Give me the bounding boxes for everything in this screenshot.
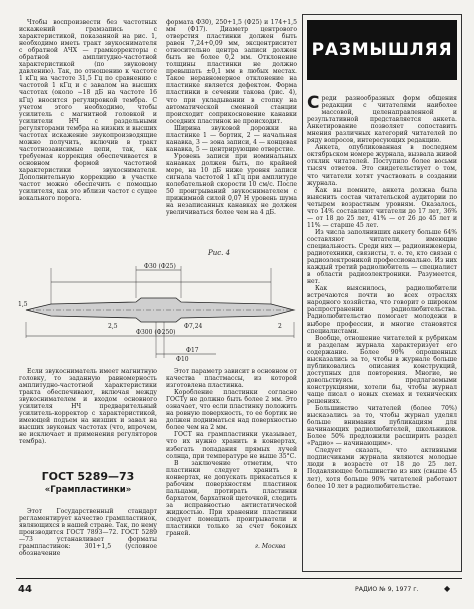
heading-standard: ГОСТ 5289—73 [41, 470, 135, 483]
footer-rule [16, 578, 462, 579]
sidebar-text [307, 95, 457, 490]
paragraph: Этот параметр зависит в основном от качества пластмассы, из которой изготовлена пластинка. [166, 368, 297, 390]
paragraph: Коробление пластинки согласно ГОСТу не должно быть более 2 мм. Это означает, что если пластинку положить на ровную поверхность, то ее бортик не должен подниматься над поверхностью более чем на 2 мм. [166, 389, 297, 432]
article-column-2-top [166, 19, 297, 216]
paragraph: Из числа заполнивших анкету больше 64% составляют читатели, имеющие специальность. Среди них — радиоинженеры, радиотехники, связисты, т. е. те, кто связан с радиоэлектроникой профессионально. Из них каждый третий радиолюбитель — специалист в области радиоэлектроники. Разумеется, нет. [307, 228, 457, 286]
signature: г. Москва [255, 543, 286, 550]
label-dim2: 2 [278, 323, 282, 330]
label-d724: Ф7,24 [184, 323, 203, 330]
section-heading [22, 470, 154, 495]
article-column-1-bottom [19, 368, 157, 446]
paragraph: Вообще, отношение читателей к рубрикам и разделам журнала характеризует его содержание. Более 90% опрошенных высказались за то, чтобы в журнале больше публиковались описания конструкций, доступных для повторения. Многие, не довольствуясь предлагаемыми конструкциями, хотели бы, чтобы журнал чаще писал о новых схемах и технических решениях. [307, 334, 457, 406]
label-d300: Ф300 (Ф250) [136, 329, 176, 336]
paragraph: Уровень записи при номинальных канавках должен быть, по крайней мере, на 10 дБ ниже уровня записи сигнала частотой 1 кГц при амплитуде колебательной скорости 10 см/с. После 50 проигрываний звукоснимателем с прижимной силой 0,07 Н уровень шума на незаписанных канавках не должен увеличиваться более чем на 4 дБ. [166, 152, 297, 217]
sidebar-title: РАЗМЫШЛЯЯ [307, 20, 457, 80]
paragraph: Следует сказать, что активными подписчиками журнала являются молодые люди в возрасте от 18 до 25 лет. Подавляющее большинство из них (свыше 45 лет), хотя больше 90% читателей работают более 10 лет в радиолюбительстве. [307, 447, 457, 490]
label-d30: Ф30 (Ф25) [144, 263, 176, 270]
issue-label: РАДИО № 9, 1977 г. [355, 586, 419, 593]
heading-title: «Грампластинки» [44, 485, 132, 495]
paragraph-text: реди разнообразных форм общения редакции с читателями наиболее массовой, целенаправленной и результативной представляется анкета. Анкетирование позволяет сопоставить мнения различных категорий читателей по ряду вопросов, интересующих редакцию. [307, 95, 457, 145]
page-number: 44 [18, 584, 32, 595]
article-column-1-bottom-2 [19, 508, 157, 557]
paragraph: Как вы помните, анкета должна была выяснить состав читательской аудитории по четырем возрастным уровням. Оказалось, что 14% составляют читатели до 17 лет, 36% — от 18 до 25 лет, 41% — от 26 до 45 лет и 11% — старше 45 лет. [307, 186, 457, 229]
label-w25: 2,5 [108, 323, 118, 330]
paragraph [307, 95, 457, 144]
dropcap: С [307, 93, 320, 113]
paragraph: Анкета, опубликованная в последнем октябрьском номере журнала, вызвала живой отклик читателей. Поступило более восьми тысяч ответов. Это свидетельствует о том, что читатели хотят участвовать в создании журнала. [307, 144, 457, 187]
article-column-2-bottom [166, 368, 297, 537]
label-w15: 1,5 [18, 301, 28, 308]
paragraph: Большинство читателей (более 70%) высказались за то, чтобы журнал уделял больше внимания публикациям для начинающих радиолюбителей, школьников. Более 50% предложили расширить раздел «Радио» — начинающим». [307, 405, 457, 448]
label-d17: Ф17 [186, 347, 199, 354]
paragraph: Если звукосниматель имеет магнитную головку, то заданную равномерность амплитудно-частотной характеристики тракта обеспечивают, включая между звукоснимателем и входом основного усилителя НЧ предварительный усилитель-корректор с характеристикой, имеющей подъем на низших и завал на высших звуковых частотах (что, впрочем, не исключает и применения регуляторов тембра). [19, 368, 157, 446]
paragraph: формата Ф30), 250+1,5 (Ф25) и 174+1,5 мм (Ф17). Диаметр центрового отверстия пластинки должен быть равен 7,24+0,09 мм, эксцентриситет относительно центра записи должен быть не более 0,2 мм. Отклонение толщины пластинки не должно превышать ±0,1 мм в любых местах. Такое неравномерное отклонение на пластинке является дефектом. Форма пластинки в сечении такова (рис. 4), что при укладывании в стопку на автоматической сменной станции происходит соприкосновение канавки соседних пластинок не происходит. [166, 19, 297, 125]
paragraph: Как выяснилось, радиолюбители встречаются почти во всех отраслях народного хозяйства, что говорит о широком распространении радиолюбительства. Радиолюбительство помогает молодежи в выборе профессии, и многие становятся специалистами. [307, 285, 457, 335]
label-d10: Ф10 [176, 356, 189, 363]
record-cross-section-drawing [16, 258, 301, 368]
diamond-icon: ◆ [444, 584, 451, 593]
paragraph: Этот Государственный стандарт регламентирует качество грампластинок, являющихся в нашей стране. Так, по нему производится ГОСТ 7893—72. ГОСТ 5289—73 устанавливает форматы грампластинок: 301+1,5 (условное обозначение [19, 508, 157, 558]
paragraph: В заключение отметим, что пластинки следует хранить в конвертах, не допускать прикасаться к рабочим поверхностям пластинок пальцами, протирать пластинки бархатом, бархатной щеточкой, следить за исправностью антистатической жидкостью. При хранении пластинки следует помещать проигрыватели и пластинки только за счет боковых граней. [166, 459, 297, 538]
figure-caption: Рис. 4 [208, 249, 231, 257]
article-column-1-top [19, 19, 157, 203]
paragraph: Чтобы воспроизвести без частотных искажений грамзапись с характеристикой, показанной на рис. 1, необходимо иметь тракт звукоснимателя с обратной АЧХ — грамкорректоры с обратной амплитудно-частотной характеристикой (по звуковому давлению). Так, по отношению к частоте 1 кГц на частоте 31,5 Гц по сравнению с частотой 1 кГц и с завалом на высших частотах (около −18 дБ на частоте 16 кГц) вносится регулировкой тембра. С учетом этого необходимо, чтобы усилитель с магнитной головкой и усилители НЧ с раздельными регуляторами тембра на низких и высших частотах искажение звукопроизводящие можно получить, включив в тракт частотнозависимые цепи, так, как требуемая коррекция обеспечивается в основном формой частотной характеристики звукоснимателя. Дополнительную коррекцию в участке частот можно обеспечить с помощью усилителя, как это вблизи частот с сущее вокального порога. [19, 19, 157, 203]
paragraph: Ширина звуковой дорожки на пластинке 1 — бортик, 2 — начальная канавка, 3 — зона записи, 4 — концевая канавка, 5 — центрирующие отверстие. [166, 124, 297, 153]
paragraph: ГОСТ на грампластинки указывает, что их нужно хранить в конвертах, избегать попадания прямых лучей солнца, при температуре не выше 35°С. [166, 431, 297, 460]
